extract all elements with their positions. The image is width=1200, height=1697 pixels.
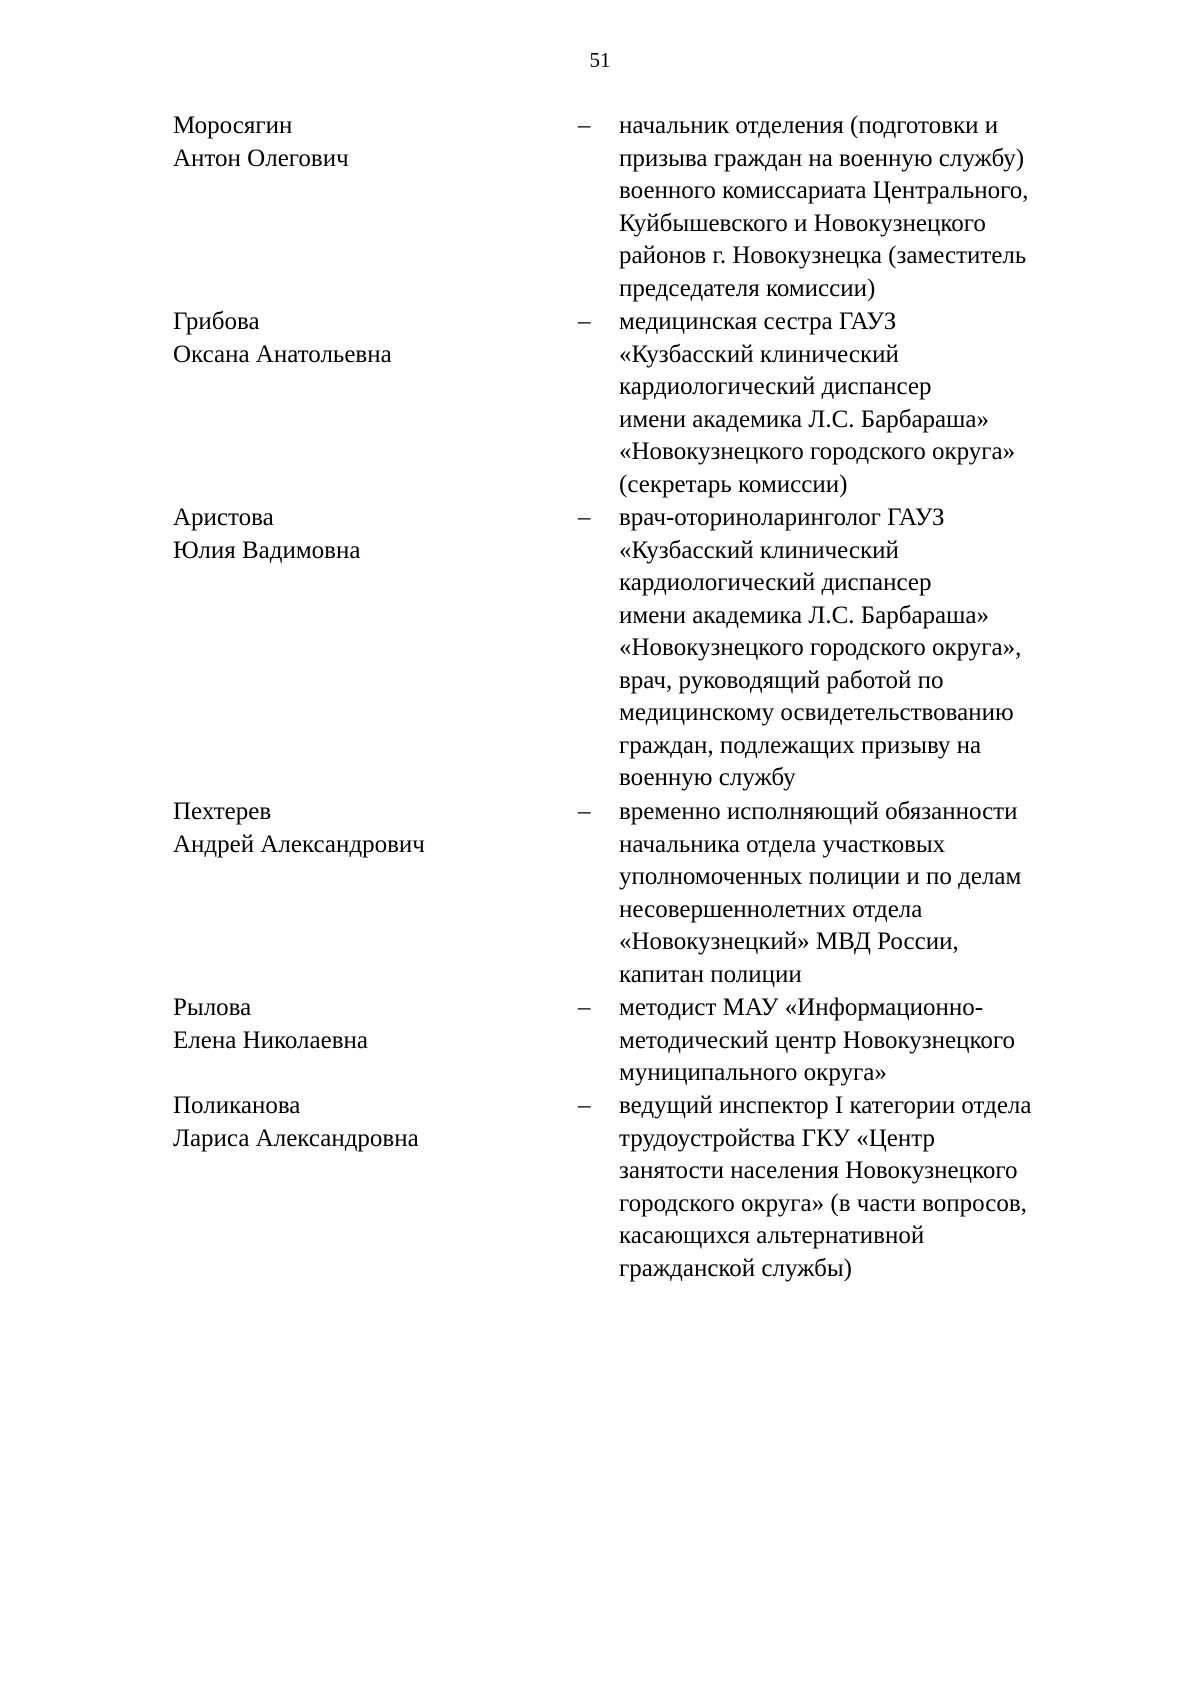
role-line: врач, руководящий работой по [619,666,944,694]
role-line: призыва граждан на военную службу) [619,144,1025,172]
member-surname: Моросягин [173,112,293,139]
role-line: «Новокузнецкого городского округа» [619,438,1016,465]
role-line: врач-оториноларинголог ГАУЗ [619,504,945,531]
dash-separator: – [578,308,591,335]
role-line: временно исполняющий обязанности [619,798,1018,825]
member-given-names: Лариса Александровна [173,1124,419,1152]
member-surname: Аристова [173,504,274,531]
role-line: методический центр Новокузнецкого [619,1026,1015,1054]
member-role [619,502,1099,795]
role-line: медицинская сестра ГАУЗ [619,308,897,335]
role-line: ведущий инспектор I категории отдела [619,1092,1032,1119]
role-line: уполномоченных полиции и по делам [619,863,1022,890]
member-entry [0,306,1200,502]
role-line: капитан полиции [619,960,802,988]
member-name [173,110,573,175]
role-line: районов г. Новокузнецка (заместитель [619,242,1027,269]
role-line: касающихся альтернативной [619,1222,925,1249]
dash-separator: – [578,994,591,1021]
page-number: 51 [589,48,611,72]
member-entry [0,796,1200,992]
member-name [173,1090,573,1155]
role-line: «Новокузнецкого городского округа», [619,634,1022,661]
role-line: председателя комиссии) [619,274,876,302]
member-role [619,110,1099,305]
role-line: (секретарь комиссии) [619,470,848,498]
member-entry [0,110,1200,306]
member-role [619,796,1099,991]
role-line: городского округа» (в части вопросов, [619,1189,1027,1217]
role-line: начальника отдела участковых [619,830,946,858]
role-line: «Новокузнецкий» МВД России, [619,928,959,955]
member-entry [0,1090,1200,1286]
role-line: военного комиссариата Центрального, [619,177,1029,204]
member-entry [0,502,1200,796]
member-role [619,1090,1099,1285]
role-line: кардиологический диспансер [619,569,932,596]
role-line: занятости населения Новокузнецкого [619,1157,1018,1184]
dash-separator: – [578,504,591,531]
role-line: военную службу [619,764,796,791]
member-surname: Грибова [173,308,260,335]
member-given-names: Оксана Анатольевна [173,340,392,368]
member-name [173,306,573,371]
member-given-names: Андрей Александрович [173,830,425,858]
member-given-names: Юлия Вадимовна [173,536,361,564]
dash-separator: – [578,798,591,825]
member-entry [0,992,1200,1090]
role-line: «Кузбасский клинический [619,340,899,368]
dash-separator: – [578,112,591,139]
role-line: «Кузбасский клинический [619,536,899,564]
role-line: методист МАУ «Информационно- [619,994,984,1021]
commission-member-list [0,110,1200,1286]
dash-separator: – [578,1092,591,1119]
member-role [619,992,1099,1090]
role-line: начальник отделения (подготовки и [619,112,999,139]
role-line: имени академика Л.С. Барбараша» [619,601,989,629]
role-line: Куйбышевского и Новокузнецкого [619,209,986,237]
role-line: имени академика Л.С. Барбараша» [619,405,989,433]
role-line: несовершеннолетних отдела [619,895,923,923]
member-surname: Поликанова [173,1092,301,1119]
member-surname: Пехтерев [173,798,272,825]
role-line: муниципального округа» [619,1059,887,1086]
role-line: граждан, подлежащих призыву на [619,731,982,759]
member-given-names: Елена Николаевна [173,1026,368,1054]
role-line: медицинскому освидетельствованию [619,699,1014,726]
member-surname: Рылова [173,994,252,1021]
role-line: кардиологический диспансер [619,373,932,400]
member-role [619,306,1099,501]
member-name [173,502,573,567]
member-given-names: Антон Олегович [173,144,349,172]
member-name [173,992,573,1057]
member-name [173,796,573,861]
role-line: гражданской службы) [619,1254,852,1282]
role-line: трудоустройства ГКУ «Центр [619,1124,935,1152]
